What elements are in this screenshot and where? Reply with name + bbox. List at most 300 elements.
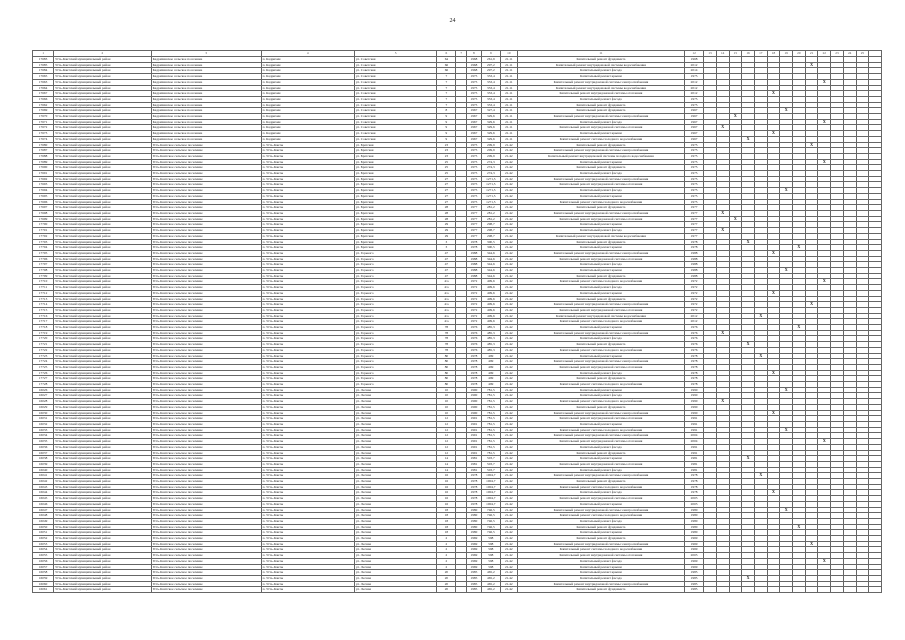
table-cell: 1975: [685, 74, 704, 80]
table-cell: 21.42: [500, 530, 517, 536]
table-cell: 1978: [685, 245, 704, 251]
mark-cell: [742, 587, 755, 593]
table-cell: ул. Горького: [354, 296, 437, 302]
table-cell: 21.42: [500, 479, 517, 485]
table-cell: 298,7: [481, 228, 500, 234]
table-cell: Усть-Кантский муниципальный район: [54, 296, 151, 302]
table-cell: 16060: [33, 581, 54, 587]
table-cell: Усть-Кантское сельское поселение: [151, 256, 261, 262]
table-cell: Усть-Кантское сельское поселение: [151, 376, 261, 382]
table-cell: Кадрихинское сельское поселение: [151, 131, 261, 137]
table-cell: 21.42: [500, 558, 517, 564]
table-cell: 27: [437, 199, 456, 205]
mark-cell: [843, 587, 856, 593]
table-cell: 21.42: [500, 296, 517, 302]
table-cell: Капитальный ремонт внутридомовой системы отопления: [517, 439, 684, 445]
table-cell: Кадрихинское сельское поселение: [151, 114, 261, 120]
mark-cell: X: [754, 353, 767, 359]
table-cell: 21.42: [500, 450, 517, 456]
table-cell: 21.11: [500, 136, 517, 142]
table-cell: 21.42: [500, 501, 517, 507]
table-cell: 21.42: [500, 165, 517, 171]
table-cell: Усть-Кантское сельское поселение: [151, 530, 261, 536]
table-cell: 17685: [33, 62, 54, 68]
table-cell: п. Усть-Канты: [261, 547, 354, 553]
table-cell: п. Усть-Канты: [261, 307, 354, 313]
table-cell: Усть-Кантское сельское поселение: [151, 188, 261, 194]
table-cell: 1976: [685, 336, 704, 342]
table-cell: Капитальный ремонт внутридомовой системы отопления: [517, 91, 684, 97]
table-cell: ул. Лесная: [354, 387, 437, 393]
table-cell: п. Усть-Канты: [261, 433, 354, 439]
table-cell: 21.42: [500, 239, 517, 245]
table-cell: ул. Горького: [354, 313, 437, 319]
table-cell: Усть-Кантское сельское поселение: [151, 245, 261, 251]
table-cell: 16033: [33, 427, 54, 433]
table-cell: Капитальный ремонт фасада: [517, 336, 684, 342]
table-cell: 1975: [467, 165, 482, 171]
table-cell: п. Усть-Канты: [261, 250, 354, 256]
table-cell: Усть-Кантский муниципальный район: [54, 114, 151, 120]
table-cell: 409,6: [481, 307, 500, 313]
table-cell: 1991: [685, 450, 704, 456]
table-cell: Капитальный ремонт внутридомовой системы электроснабжения: [517, 541, 684, 547]
table-cell: 1978: [685, 382, 704, 388]
table-cell: Капитальный ремонт крыши: [517, 290, 684, 296]
table-cell: Капитальный ремонт фасада: [517, 171, 684, 177]
table-cell: 7: [437, 85, 456, 91]
table-cell: 16026: [33, 387, 54, 393]
table-cell: 499: [481, 364, 500, 370]
column-header: 6: [437, 51, 456, 57]
table-cell: 17722: [33, 347, 54, 353]
table-cell: 17669: [33, 108, 54, 114]
table-cell: Усть-Кантское сельское поселение: [151, 581, 261, 587]
table-cell: 1990: [467, 393, 482, 399]
table-cell: 21.11: [500, 68, 517, 74]
table-cell: Усть-Кантское сельское поселение: [151, 216, 261, 222]
table-cell: 1969: [467, 564, 482, 570]
table-cell: 21.42: [500, 382, 517, 388]
table-cell: 4/а: [437, 296, 456, 302]
table-cell: 1977: [467, 228, 482, 234]
table-cell: 16051: [33, 530, 54, 536]
table-cell: Усть-Кантское сельское поселение: [151, 587, 261, 593]
table-cell: 781,5: [481, 404, 500, 410]
table-cell: Капитальный ремонт фундамента: [517, 102, 684, 108]
table-cell: Капитальный ремонт внутридомовой системы отопления: [517, 416, 684, 422]
table-cell: ул. Братская: [354, 176, 437, 182]
table-cell: 333,4: [481, 102, 500, 108]
table-cell: 21.42: [500, 273, 517, 279]
table-cell: 1967: [685, 108, 704, 114]
table-cell: Кадрихинское сельское поселение: [151, 62, 261, 68]
table-cell: 10: [437, 399, 456, 405]
table-cell: 17708: [33, 268, 54, 274]
table-cell: 12: [437, 450, 456, 456]
table-cell: 47: [437, 273, 456, 279]
page-number: 24: [449, 18, 456, 24]
table-cell: 485,3: [481, 347, 500, 353]
table-cell: ул. Лесная: [354, 399, 437, 405]
table-cell: Капитальный ремонт фундамента: [517, 239, 684, 245]
table-cell: 21.11: [500, 79, 517, 85]
table-cell: п. Кадрихин: [261, 114, 354, 120]
mark-cell: X: [767, 410, 780, 416]
table-cell: Усть-Кантское сельское поселение: [151, 210, 261, 216]
table-cell: Усть-Кантское сельское поселение: [151, 165, 261, 171]
table-cell: Капитальный ремонт фасада: [517, 393, 684, 399]
table-cell: 746,5: [481, 507, 500, 513]
mark-cell: [767, 587, 780, 593]
table-cell: 1975: [685, 102, 704, 108]
table-cell: 1967: [467, 119, 482, 125]
table-cell: п. Усть-Канты: [261, 171, 354, 177]
table-cell: Кадрихинское сельское поселение: [151, 91, 261, 97]
table-cell: 1975: [467, 182, 482, 188]
table-cell: 1988: [467, 273, 482, 279]
table-cell: 21.42: [500, 422, 517, 428]
table-cell: 261,9: [481, 57, 500, 63]
table-cell: 28: [437, 210, 456, 216]
table-cell: 1981: [685, 456, 704, 462]
table-cell: Капитальный ремонт внутридомовой системы электроснабжения: [517, 507, 684, 513]
table-cell: 21.42: [500, 302, 517, 308]
column-header: 20: [793, 51, 806, 57]
table-cell: 17727: [33, 376, 54, 382]
table-cell: Усть-Кантский муниципальный район: [54, 382, 151, 388]
table-cell: Усть-Кантское сельское поселение: [151, 370, 261, 376]
table-cell: Усть-Кантское сельское поселение: [151, 410, 261, 416]
table-cell: 1976: [467, 325, 482, 331]
table-cell: Усть-Кантский муниципальный район: [54, 85, 151, 91]
table-cell: Капитальный ремонт фасада: [517, 575, 684, 581]
table-cell: 1985: [685, 570, 704, 576]
table-cell: п. Усть-Канты: [261, 541, 354, 547]
table-cell: 17692: [33, 176, 54, 182]
mark-cell: X: [805, 541, 818, 547]
table-cell: ул. Лесная: [354, 524, 437, 530]
table-cell: Усть-Кантский муниципальный район: [54, 245, 151, 251]
table-cell: 1975: [467, 142, 482, 148]
table-cell: 409,6: [481, 302, 500, 308]
table-cell: ул. Братская: [354, 210, 437, 216]
table-cell: 344,6: [481, 262, 500, 268]
table-cell: Капитальный ремонт фасада: [517, 188, 684, 194]
table-cell: 21.42: [500, 347, 517, 353]
table-cell: 17667: [33, 91, 54, 97]
table-cell: 17696: [33, 199, 54, 205]
table-cell: ул. Братская: [354, 233, 437, 239]
table-cell: Усть-Кантский муниципальный район: [54, 444, 151, 450]
table-cell: 17709: [33, 273, 54, 279]
table-cell: 17714: [33, 302, 54, 308]
table-cell: 17673: [33, 131, 54, 137]
table-cell: ул. Горького: [354, 307, 437, 313]
table-cell: п. Усть-Канты: [261, 290, 354, 296]
table-cell: Усть-Кантский муниципальный район: [54, 205, 151, 211]
table-cell: 2003: [685, 501, 704, 507]
table-cell: 21.42: [500, 307, 517, 313]
table-cell: 66: [437, 62, 456, 68]
table-cell: Усть-Кантский муниципальный район: [54, 553, 151, 559]
table-cell: п. Усть-Канты: [261, 188, 354, 194]
table-cell: 21.42: [500, 228, 517, 234]
table-cell: 17721: [33, 342, 54, 348]
table-cell: Капитальный ремонт фундамента: [517, 450, 684, 456]
table-cell: 21.42: [500, 279, 517, 285]
table-cell: 21.11: [500, 85, 517, 91]
table-cell: 17711: [33, 285, 54, 291]
table-cell: п. Усть-Канты: [261, 165, 354, 171]
table-cell: 781,5: [481, 433, 500, 439]
table-cell: 499: [481, 359, 500, 365]
table-cell: 1972: [467, 319, 482, 325]
table-cell: ул. Лесная: [354, 553, 437, 559]
table-cell: 1991: [685, 444, 704, 450]
table-cell: 1981: [467, 467, 482, 473]
table-cell: п. Усть-Канты: [261, 501, 354, 507]
table-cell: 64: [437, 57, 456, 63]
table-cell: 1967: [685, 131, 704, 137]
table-cell: 409,6: [481, 290, 500, 296]
table-cell: 1990: [685, 410, 704, 416]
table-cell: 12: [437, 433, 456, 439]
mark-cell: X: [805, 142, 818, 148]
table-cell: 9: [437, 136, 456, 142]
table-cell: 21.42: [500, 376, 517, 382]
table-cell: Усть-Кантский муниципальный район: [54, 393, 151, 399]
table-cell: ул. Советская: [354, 96, 437, 102]
table-cell: 1972: [467, 307, 482, 313]
table-cell: Усть-Кантское сельское поселение: [151, 416, 261, 422]
mark-cell: X: [793, 325, 806, 331]
table-cell: п. Кадрихин: [261, 62, 354, 68]
table-cell: Усть-Кантский муниципальный район: [54, 587, 151, 593]
table-cell: 78: [437, 325, 456, 331]
table-cell: 17670: [33, 114, 54, 120]
table-cell: 1985: [685, 581, 704, 587]
table-cell: 1978: [467, 239, 482, 245]
table-cell: 1975: [685, 199, 704, 205]
column-header: 2: [54, 51, 151, 57]
table-cell: Усть-Кантский муниципальный район: [54, 142, 151, 148]
table-cell: 16031: [33, 416, 54, 422]
table-cell: Усть-Кантское сельское поселение: [151, 364, 261, 370]
table-cell: п. Усть-Канты: [261, 148, 354, 154]
table-cell: 17706: [33, 256, 54, 262]
table-cell: Усть-Кантское сельское поселение: [151, 336, 261, 342]
table-cell: ул. Лесная: [354, 513, 437, 519]
table-cell: ул. Советская: [354, 125, 437, 131]
table-cell: Капитальный ремонт фасада: [517, 68, 684, 74]
table-cell: Усть-Кантский муниципальный район: [54, 171, 151, 177]
table-cell: 17712: [33, 290, 54, 296]
table-cell: 17704: [33, 245, 54, 251]
table-cell: 1976: [467, 330, 482, 336]
table-cell: 1981: [467, 456, 482, 462]
table-cell: 1969: [685, 541, 704, 547]
table-cell: 21.42: [500, 262, 517, 268]
column-header: 10: [500, 51, 517, 57]
table-cell: Усть-Кантский муниципальный район: [54, 210, 151, 216]
table-cell: 17725: [33, 364, 54, 370]
table-cell: 329,6: [481, 119, 500, 125]
table-cell: п. Кадрихин: [261, 57, 354, 63]
table-cell: 281,2: [481, 205, 500, 211]
table-cell: Капитальный ремонт внутридомовой системы электроснабжения: [517, 148, 684, 154]
table-cell: 1969: [685, 558, 704, 564]
table-cell: 209,9: [481, 153, 500, 159]
table-cell: Усть-Кантский муниципальный район: [54, 410, 151, 416]
table-cell: 1972: [685, 285, 704, 291]
table-cell: Капитальный ремонт внутридомовой системы отопления: [517, 256, 684, 262]
table-cell: 21.42: [500, 484, 517, 490]
table-cell: 3: [437, 239, 456, 245]
table-cell: 16: [437, 490, 456, 496]
table-cell: 333,4: [481, 96, 500, 102]
table-cell: Капитальный ремонт крыши: [517, 353, 684, 359]
table-cell: 2003: [685, 553, 704, 559]
table-cell: 18: [437, 518, 456, 524]
table-cell: п. Усть-Канты: [261, 233, 354, 239]
table-cell: 1976: [685, 330, 704, 336]
table-cell: 1004,7: [481, 501, 500, 507]
table-cell: Усть-Кантский муниципальный район: [54, 558, 151, 564]
mark-cell: [716, 587, 729, 593]
table-cell: 1978: [467, 501, 482, 507]
table-cell: Усть-Кантское сельское поселение: [151, 473, 261, 479]
mark-cell: X: [742, 136, 755, 142]
table-cell: 781,5: [481, 410, 500, 416]
table-cell: 16036: [33, 444, 54, 450]
table-cell: 17687: [33, 148, 54, 154]
table-cell: п. Усть-Канты: [261, 587, 354, 593]
table-cell: 1978: [467, 479, 482, 485]
table-cell: 17699: [33, 216, 54, 222]
table-cell: п. Усть-Канты: [261, 342, 354, 348]
table-cell: п. Усть-Канты: [261, 382, 354, 388]
table-cell: п. Усть-Канты: [261, 530, 354, 536]
table-cell: Усть-Кантский муниципальный район: [54, 290, 151, 296]
column-header: 13: [704, 51, 717, 57]
table-cell: 25: [437, 165, 456, 171]
table-cell: ул. Лесная: [354, 587, 437, 593]
table-cell: 499: [481, 370, 500, 376]
table-cell: п. Усть-Канты: [261, 182, 354, 188]
table-cell: 21.42: [500, 359, 517, 365]
column-header: 4: [261, 51, 354, 57]
table-cell: Капитальный ремонт внутридомовой системы электроснабжения: [517, 433, 684, 439]
table-cell: 21.42: [500, 176, 517, 182]
table-cell: п. Усть-Канты: [261, 319, 354, 325]
table-cell: 17710: [33, 279, 54, 285]
table-cell: Капитальный ремонт фундамента: [517, 342, 684, 348]
table-cell: 503,7: [481, 456, 500, 462]
table-cell: Капитальный ремонт системы холодного водоснабжения: [517, 547, 684, 553]
table-cell: 8: [437, 108, 456, 114]
table-cell: Капитальный ремонт фундамента: [517, 587, 684, 593]
table-cell: 16027: [33, 393, 54, 399]
table-cell: 17724: [33, 359, 54, 365]
table-cell: 1976: [467, 342, 482, 348]
column-header: 8: [467, 51, 482, 57]
table-cell: 1980: [467, 507, 482, 513]
table-cell: 17690: [33, 165, 54, 171]
mark-cell: X: [716, 228, 729, 234]
table-cell: 1977: [467, 210, 482, 216]
table-cell: 16028: [33, 399, 54, 405]
table-cell: ул. Горького: [354, 353, 437, 359]
table-cell: п. Усть-Канты: [261, 353, 354, 359]
table-cell: 21.42: [500, 461, 517, 467]
table-cell: 300,5: [481, 239, 500, 245]
mark-cell: X: [754, 473, 767, 479]
table-cell: Капитальный ремонт системы холодного водоснабжения: [517, 399, 684, 405]
table-cell: Капитальный ремонт фасада: [517, 96, 684, 102]
table-cell: 1968: [467, 68, 482, 74]
table-cell: Усть-Кантское сельское поселение: [151, 176, 261, 182]
table-cell: Капитальный ремонт фундамента: [517, 205, 684, 211]
table-cell: 21.42: [500, 205, 517, 211]
table-cell: ул. Горького: [354, 336, 437, 342]
table-cell: 1975: [685, 165, 704, 171]
table-cell: 1978: [467, 370, 482, 376]
column-header: 22: [818, 51, 831, 57]
table-cell: п. Усть-Канты: [261, 159, 354, 165]
table-cell: п. Усть-Канты: [261, 347, 354, 353]
table-cell: 78: [437, 336, 456, 342]
table-cell: Усть-Кантский муниципальный район: [54, 108, 151, 114]
table-cell: 21.11: [500, 57, 517, 63]
table-cell: Капитальный ремонт системы холодного водоснабжения: [517, 136, 684, 142]
table-cell: 16045: [33, 496, 54, 502]
table-cell: Усть-Кантское сельское поселение: [151, 330, 261, 336]
table-cell: 47: [437, 262, 456, 268]
table-cell: ул. Лесная: [354, 496, 437, 502]
table-cell: 1975: [467, 171, 482, 177]
table-cell: п. Усть-Канты: [261, 302, 354, 308]
table-cell: Усть-Кантское сельское поселение: [151, 262, 261, 268]
table-cell: ул. Братская: [354, 193, 437, 199]
table-cell: Капитальный ремонт фасада: [517, 444, 684, 450]
table-cell: 21.42: [500, 490, 517, 496]
table-cell: 344,6: [481, 268, 500, 274]
table-cell: Кадрихинское сельское поселение: [151, 85, 261, 91]
table-cell: 344,6: [481, 273, 500, 279]
table-cell: Усть-Кантское сельское поселение: [151, 290, 261, 296]
table-cell: 21.42: [500, 256, 517, 262]
table-cell: 17691: [33, 171, 54, 177]
table-cell: 333,4: [481, 85, 500, 91]
column-header: 14: [716, 51, 729, 57]
table-cell: Капитальный ремонт фундамента: [517, 404, 684, 410]
table-cell: ул. Лесная: [354, 558, 437, 564]
table-cell: 2: [437, 547, 456, 553]
table-cell: ул. Горького: [354, 319, 437, 325]
table-cell: 1004,7: [481, 473, 500, 479]
table-cell: ул. Горького: [354, 290, 437, 296]
table-cell: 1975: [467, 199, 482, 205]
table-cell: п. Усть-Канты: [261, 496, 354, 502]
table-cell: Усть-Кантское сельское поселение: [151, 159, 261, 165]
table-cell: 17702: [33, 233, 54, 239]
table-cell: 1985: [467, 575, 482, 581]
table-cell: 21.42: [500, 524, 517, 530]
table-cell: 17662: [33, 102, 54, 108]
table-cell: Усть-Кантский муниципальный район: [54, 68, 151, 74]
table-cell: Кадрихинское сельское поселение: [151, 125, 261, 131]
